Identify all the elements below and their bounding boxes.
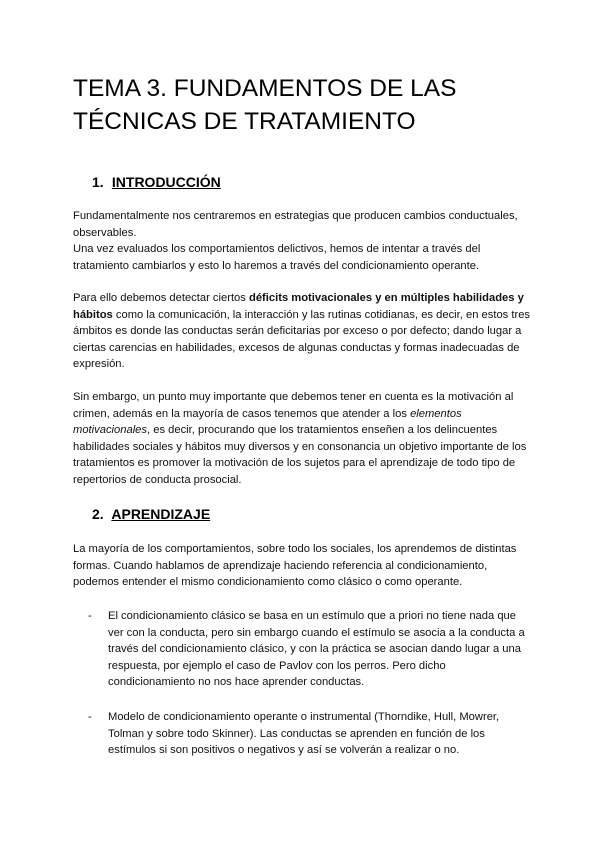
text-line: Sin embargo, un punto muy importante que debemos tener en cuenta es la motivación al [73, 391, 514, 403]
text-line: ver con la conducta, pero sin embargo cuando el estímulo se asocia a la conducta a [108, 626, 525, 639]
list-item-condicionamiento-operante [88, 709, 538, 759]
text-line: Modelo de condicionamiento operante o instrumental (Thorndike, Hull, Mowrer, [108, 711, 500, 723]
text-line: respuesta, por ejemplo el caso de Pavlov con los perros. Pero dicho [108, 659, 446, 672]
text-line: formas. Cuando hablamos de aprendizaje haciendo referencia al condicionamiento, [73, 559, 488, 572]
text-line: , es decir, procurando que los tratamientos enseñen a los delincuentes [147, 424, 498, 437]
paragraph-intro-1 [73, 208, 533, 274]
text-line: expresión. [73, 358, 125, 371]
text-line: crimen, además en la mayoría de casos tenemos que atender a los [73, 407, 411, 420]
text-line: tratamiento cambiarlos y esto lo haremos a través del condicionamiento operante. [73, 259, 480, 272]
text-line: Una vez evaluados los comportamientos delictivos, hemos de intentar a través del [73, 243, 481, 256]
text-line: ámbitos es donde las conductas serán deficitarias por exceso o por defecto; dando lugar a [73, 325, 522, 338]
list-item-text [108, 608, 538, 691]
paragraph-intro-2 [73, 290, 533, 373]
document-title [73, 72, 553, 138]
bullet-dash: - [88, 711, 92, 723]
text-line: condicionamiento no nos hace aprender conductas. [108, 676, 365, 689]
bold-text: déficits motivacionales y en múltiples habilidades y [249, 292, 524, 304]
italic-text: motivacionales [73, 424, 147, 437]
text-line: La mayoría de los comportamientos, sobre todo los sociales, los aprendemos de distintas [73, 543, 517, 555]
section-number: 1. [92, 174, 104, 190]
section-heading-introduccion [92, 174, 221, 190]
text-line: Tolman y sobre todo Skinner). Las conductas se aprenden en función de los [108, 727, 485, 740]
text-line: El condicionamiento clásico se basa en un estímulo que a priori no tiene nada que [108, 610, 516, 622]
text-line: ciertas carencias en habilidades, excesos de algunas conductas y formas inadecuadas de [73, 341, 520, 354]
text-line: Fundamentalmente nos centraremos en estrategias que producen cambios conductuales, [73, 210, 518, 222]
bold-text: hábitos [73, 308, 113, 321]
paragraph-aprendizaje-1 [73, 541, 533, 591]
text-line: observables. [73, 226, 137, 239]
text-line: como la comunicación, la interacción y las rutinas cotidianas, es decir, en estos tres [112, 308, 531, 321]
text-line: podemos entender el mismo condicionamiento como clásico o como operante. [73, 576, 463, 589]
text-line: estímulos si son positivos o negativos y así se volverán a realizar o no. [108, 744, 460, 757]
italic-text: elementos [410, 407, 462, 420]
section-heading-aprendizaje [92, 506, 210, 522]
section-number: 2. [92, 506, 104, 522]
list-item-condicionamiento-clasico [88, 608, 538, 691]
text-line: Para ello debemos detectar ciertos [73, 292, 249, 304]
section-title: APRENDIZAJE [111, 506, 211, 522]
title-line-2: TÉCNICAS DE TRATAMIENTO [73, 108, 416, 135]
list-item-text [108, 709, 538, 759]
bullet-dash: - [88, 610, 92, 622]
text-line: repertorios de conducta prosocial. [73, 473, 242, 486]
text-line: través del condicionamiento clásico, y con la práctica se asocian dando lugar a una [108, 643, 521, 656]
title-line-1: TEMA 3. FUNDAMENTOS DE LAS [73, 75, 457, 102]
section-title: INTRODUCCIÓN [111, 174, 221, 190]
paragraph-intro-3 [73, 389, 533, 489]
text-line: habilidades sociales y hábitos muy diversos y en consonancia un objetivo importante de los [73, 440, 527, 453]
text-line: tratamientos es promover la motivación de los sujetos para el aprendizaje de todo tipo de [73, 457, 516, 470]
